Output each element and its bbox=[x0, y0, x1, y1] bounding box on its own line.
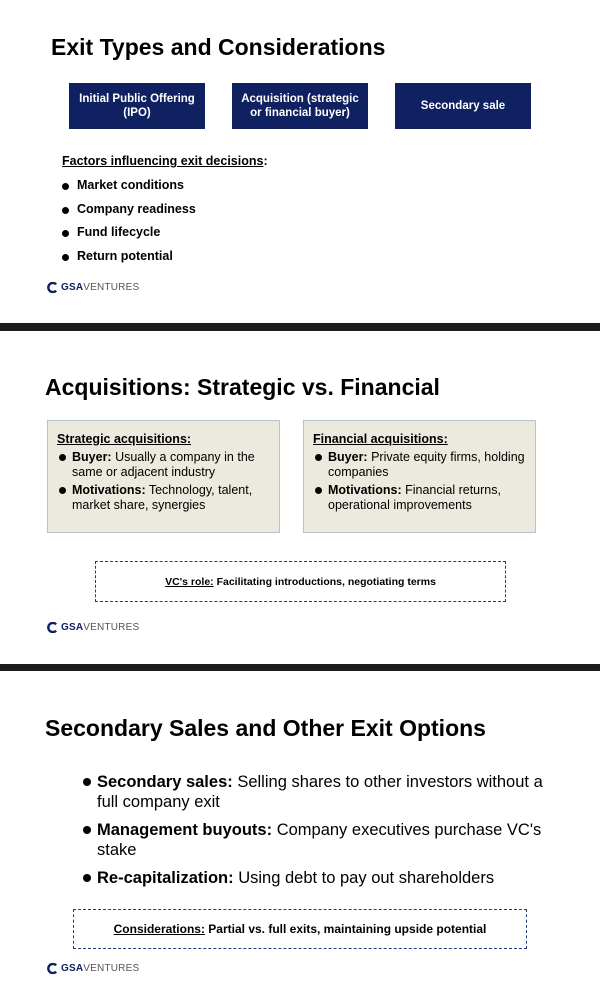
logo-text-light: VENTURES bbox=[83, 963, 140, 974]
strategic-acquisitions-list bbox=[57, 450, 270, 513]
logo-text-bold: GSA bbox=[61, 622, 84, 633]
gsa-logo-mark-icon bbox=[47, 963, 58, 974]
gsa-ventures-logo bbox=[47, 963, 139, 974]
list-item bbox=[83, 868, 543, 888]
item-label: Buyer: bbox=[72, 450, 112, 464]
item-label: Secondary sales: bbox=[97, 773, 233, 791]
item-text: Using debt to pay out shareholders bbox=[233, 869, 495, 887]
vc-role-label: VC's role: bbox=[165, 575, 214, 588]
exit-type-box-secondary-sale: Secondary sale bbox=[395, 83, 531, 129]
list-item: Fund lifecycle bbox=[61, 225, 196, 249]
item-text: Technology, talent, market share, synergies bbox=[72, 483, 253, 512]
strategic-acquisitions-heading: Strategic acquisitions: bbox=[57, 432, 192, 446]
list-item bbox=[83, 772, 543, 812]
financial-acquisitions-heading: Financial acquisitions: bbox=[313, 432, 448, 446]
gsa-logo-mark-icon bbox=[47, 622, 58, 633]
logo-text-light: VENTURES bbox=[83, 282, 140, 293]
item-label: Buyer: bbox=[328, 450, 368, 464]
factors-heading bbox=[62, 154, 268, 168]
item-text: Company executives purchase VC's stake bbox=[97, 821, 542, 859]
list-item bbox=[57, 483, 270, 513]
financial-acquisitions-list bbox=[313, 450, 526, 513]
list-item bbox=[57, 450, 270, 480]
slide-divider bbox=[0, 323, 600, 331]
list-item bbox=[313, 450, 526, 480]
logo-text-bold: GSA bbox=[61, 282, 84, 293]
item-text: Financial returns, operational improvements bbox=[328, 483, 501, 512]
logo-text-bold: GSA bbox=[61, 963, 84, 974]
gsa-ventures-logo bbox=[47, 282, 139, 293]
item-label: Management buyouts: bbox=[97, 821, 273, 839]
item-text: Private equity firms, holding companies bbox=[328, 450, 525, 479]
slide-title: Secondary Sales and Other Exit Options bbox=[45, 715, 486, 741]
vc-role-text: Facilitating introductions, negotiating terms bbox=[213, 575, 436, 588]
slide-secondary-sales bbox=[0, 671, 600, 999]
factors-heading-colon: : bbox=[263, 154, 268, 168]
gsa-logo-mark-icon bbox=[47, 282, 58, 293]
considerations-label: Considerations: bbox=[113, 922, 205, 936]
strategic-acquisitions-box bbox=[47, 420, 280, 533]
gsa-ventures-logo bbox=[47, 622, 139, 633]
item-label: Motivations: bbox=[72, 483, 146, 497]
item-text: Selling shares to other investors without a full company exit bbox=[97, 773, 543, 811]
considerations-text: Partial vs. full exits, maintaining upside potential bbox=[204, 922, 487, 936]
list-item bbox=[313, 483, 526, 513]
item-label: Re-capitalization: bbox=[97, 869, 234, 887]
list-item: Market conditions bbox=[61, 178, 196, 202]
exit-type-box-ipo: Initial Public Offering (IPO) bbox=[69, 83, 205, 129]
list-item bbox=[83, 820, 543, 860]
exit-options-list bbox=[83, 772, 543, 896]
list-item: Return potential bbox=[61, 249, 196, 273]
slide-title: Exit Types and Considerations bbox=[51, 34, 386, 60]
financial-acquisitions-box bbox=[303, 420, 536, 533]
slide-title: Acquisitions: Strategic vs. Financial bbox=[45, 374, 440, 400]
list-item: Company readiness bbox=[61, 202, 196, 226]
logo-text-light: VENTURES bbox=[83, 622, 140, 633]
factors-list bbox=[61, 178, 196, 272]
item-text: Usually a company in the same or adjacent industry bbox=[72, 450, 255, 479]
vc-role-callout bbox=[95, 561, 506, 602]
exit-type-box-acquisition: Acquisition (strategic or financial buyer) bbox=[232, 83, 368, 129]
considerations-callout bbox=[73, 909, 527, 949]
factors-heading-text: Factors influencing exit decisions bbox=[62, 154, 264, 168]
slide-acquisitions bbox=[0, 331, 600, 664]
slide-exit-types bbox=[0, 0, 600, 323]
slide-divider bbox=[0, 664, 600, 671]
item-label: Motivations: bbox=[328, 483, 402, 497]
